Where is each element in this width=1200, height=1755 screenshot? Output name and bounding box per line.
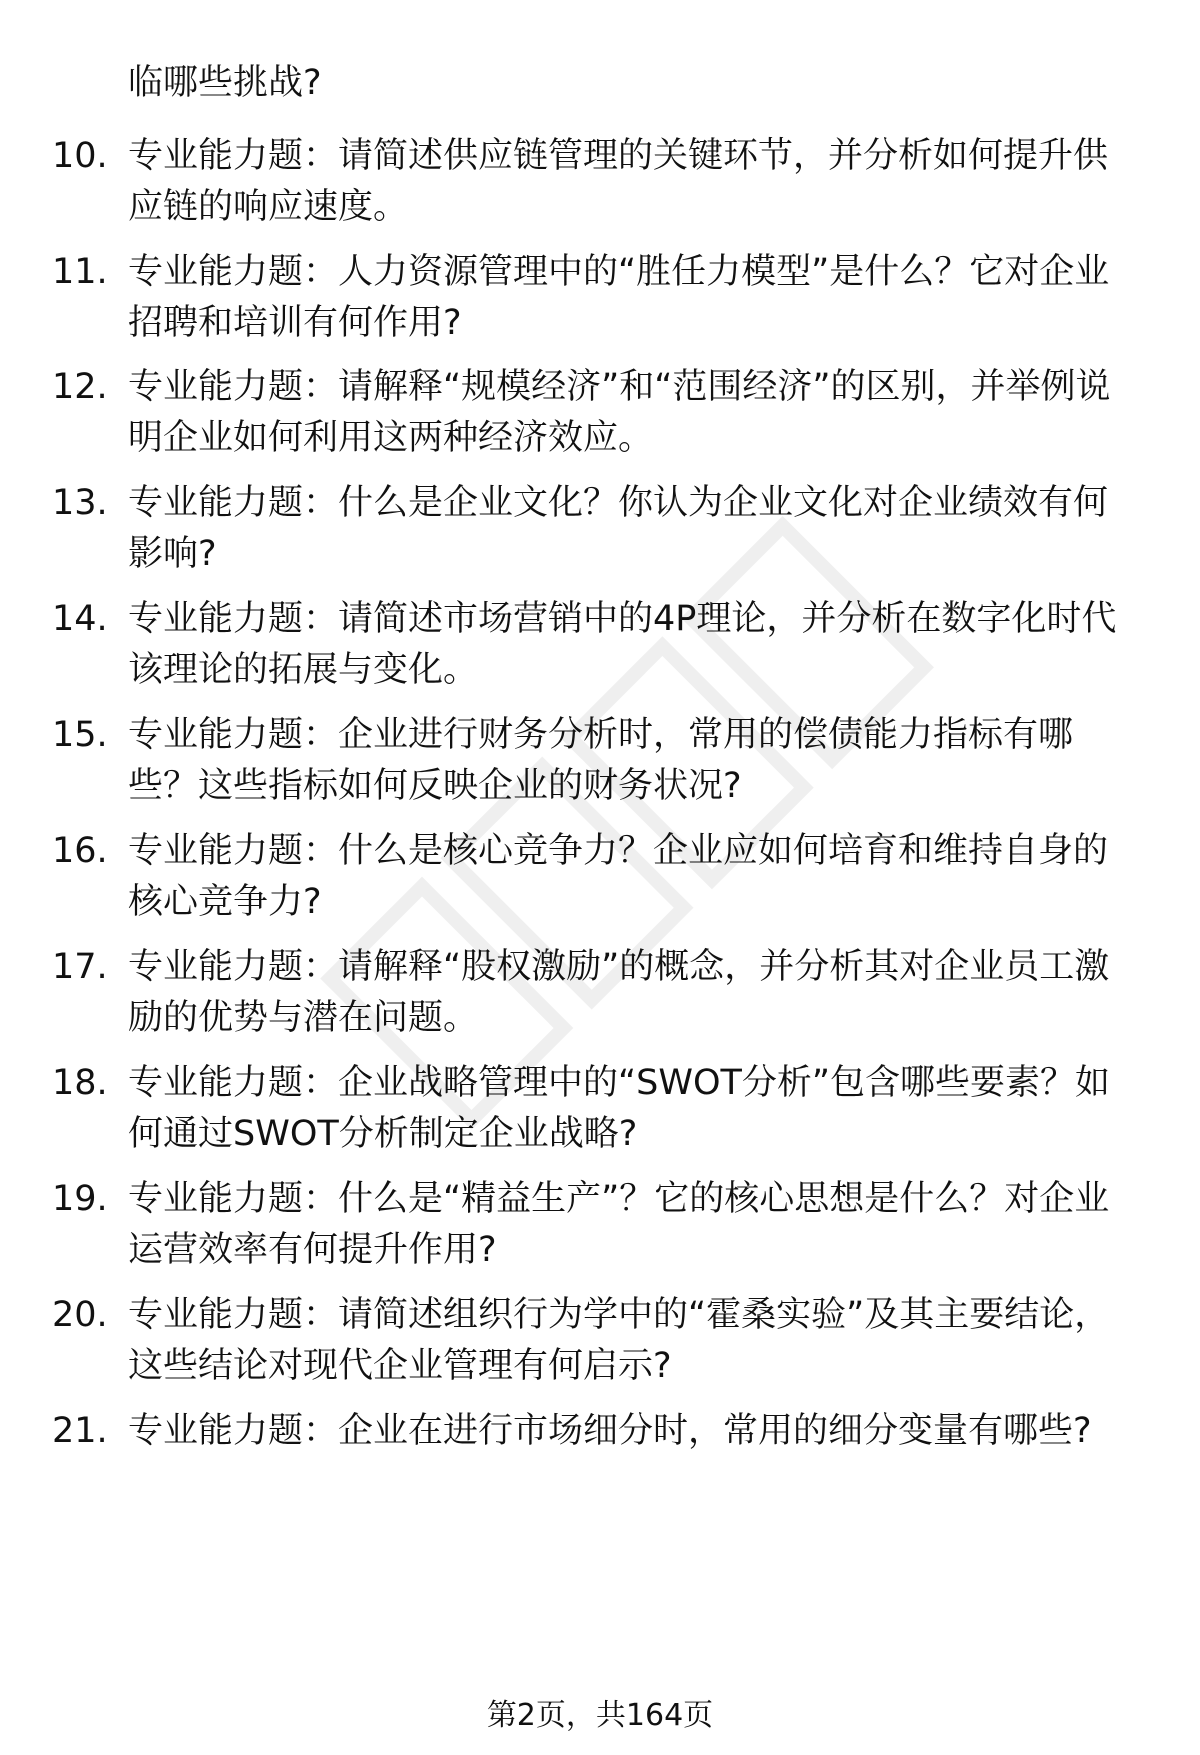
question-item xyxy=(52,710,1152,812)
question-item xyxy=(52,942,1152,1044)
question-text: 专业能力题：请简述市场营销中的4P理论，并分析在数字化时代该理论的拓展与变化。 xyxy=(128,599,1117,690)
question-number: 11. xyxy=(52,252,108,292)
question-text: 专业能力题：什么是“精益生产”？它的核心思想是什么？对企业运营效率有何提升作用? xyxy=(128,1179,1110,1270)
page-footer: 第2页，共164页 xyxy=(486,1698,714,1733)
question-item xyxy=(52,478,1152,580)
question-text: 专业能力题：什么是核心竞争力？企业应如何培育和维持自身的核心竞争力? xyxy=(128,831,1109,922)
question-item xyxy=(52,1058,1152,1160)
question-number: 16. xyxy=(52,831,108,871)
question-item xyxy=(52,594,1152,696)
question-number: 12. xyxy=(52,367,108,407)
question-text: 专业能力题：人力资源管理中的“胜任力模型”是什么？它对企业招聘和培训有何作用? xyxy=(128,252,1110,343)
question-text: 专业能力题：企业在进行市场细分时，常用的细分变量有哪些? xyxy=(128,1411,1092,1451)
continuation-text: 临哪些挑战? xyxy=(128,63,322,103)
question-number: 17. xyxy=(52,947,108,987)
question-item xyxy=(52,1174,1152,1276)
question-item xyxy=(52,826,1152,928)
question-number: 19. xyxy=(52,1179,108,1219)
question-number: 10. xyxy=(52,136,108,176)
question-number: 18. xyxy=(52,1063,108,1103)
question-number: 20. xyxy=(52,1295,108,1335)
question-number: 15. xyxy=(52,715,108,755)
question-item xyxy=(52,362,1152,464)
question-text: 专业能力题：请解释“规模经济”和“范围经济”的区别，并举例说明企业如何利用这两种经济效应。 xyxy=(128,367,1111,458)
question-number: 14. xyxy=(52,599,108,639)
question-number: 13. xyxy=(52,483,108,523)
question-text: 专业能力题：什么是企业文化？你认为企业文化对企业绩效有何影响? xyxy=(128,483,1109,574)
question-text: 专业能力题：请简述组织行为学中的“霍桑实验”及其主要结论，这些结论对现代企业管理有何启示? xyxy=(128,1295,1110,1386)
question-text: 专业能力题：企业进行财务分析时，常用的偿债能力指标有哪些？这些指标如何反映企业的财务状况? xyxy=(128,715,1074,806)
question-item xyxy=(52,247,1152,349)
question-item xyxy=(52,131,1152,233)
question-text: 专业能力题：企业战略管理中的“SWOT分析”包含哪些要素？如何通过SWOT分析制定企业战略? xyxy=(128,1063,1111,1154)
question-text: 专业能力题：请解释“股权激励”的概念，并分析其对企业员工激励的优势与潜在问题。 xyxy=(128,947,1110,1038)
question-number: 21. xyxy=(52,1411,108,1451)
question-item xyxy=(52,1290,1152,1392)
question-item xyxy=(52,1406,1152,1457)
question-text: 专业能力题：请简述供应链管理的关键环节，并分析如何提升供应链的响应速度。 xyxy=(128,136,1109,227)
